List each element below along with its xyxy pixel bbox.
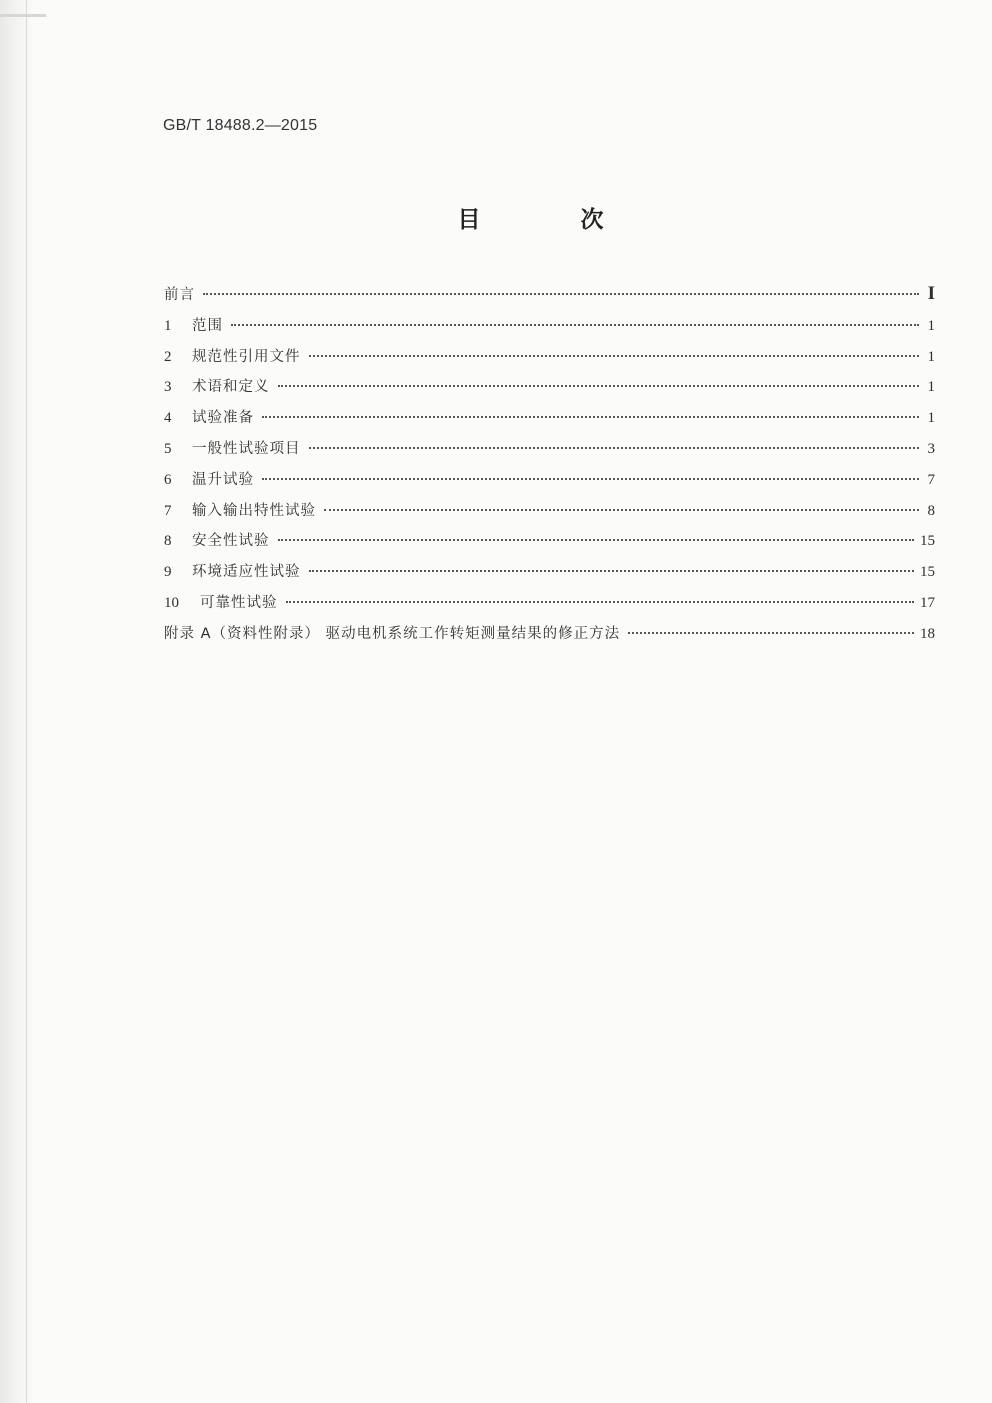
toc-entry-label: 输入输出特性试验 <box>192 502 316 519</box>
toc-entry-label: 一般性试验项目 <box>192 440 301 457</box>
dot-leader <box>278 539 915 541</box>
toc-entry-9[interactable] <box>164 560 935 591</box>
toc-entry-page: 15 <box>920 564 935 581</box>
toc-entry-10[interactable] <box>164 591 935 622</box>
toc-entry-page: 17 <box>920 594 935 611</box>
toc-entry-page: 8 <box>927 502 935 519</box>
toc-entry-number: 2 <box>164 348 172 365</box>
toc-entry-label: 安全性试验 <box>192 533 270 550</box>
toc-entry-number: 7 <box>164 502 172 519</box>
toc-entry-3[interactable] <box>164 375 935 406</box>
toc-entry-page: 15 <box>920 533 935 550</box>
toc-entry-2[interactable] <box>164 345 935 376</box>
toc-entry-number: 3 <box>164 379 172 396</box>
dot-leader <box>628 632 914 634</box>
standard-code: GB/T 18488.2—2015 <box>163 117 318 134</box>
toc-entry-number: 5 <box>164 440 172 457</box>
toc-entry-label: 可靠性试验 <box>200 594 278 611</box>
toc-entry-foreword[interactable] <box>164 283 935 314</box>
dot-leader <box>203 293 919 295</box>
toc-entry-label: 试验准备 <box>192 410 254 427</box>
toc-entry-label: 范围 <box>192 317 223 334</box>
toc-entry-number: 1 <box>164 317 172 334</box>
toc-entry-4[interactable] <box>164 406 935 437</box>
toc-entry-page: 1 <box>927 317 935 334</box>
toc-entry-page: 1 <box>927 348 935 365</box>
toc-entry-label: 术语和定义 <box>192 379 270 396</box>
toc-entry-page: 3 <box>927 440 935 457</box>
toc-entry-number: 4 <box>164 410 172 427</box>
toc-entry-label: 温升试验 <box>192 471 254 488</box>
toc-entry-page: 1 <box>927 410 935 427</box>
dot-leader <box>262 416 919 418</box>
toc-entry-1[interactable] <box>164 314 935 345</box>
toc-entry-label: 前言 <box>164 287 195 303</box>
toc-entry-page: 1 <box>927 379 935 396</box>
dot-leader <box>324 509 919 511</box>
toc-entry-annex-a[interactable] <box>164 622 935 653</box>
toc-entry-6[interactable] <box>164 468 935 499</box>
toc-entry-label: 规范性引用文件 <box>192 348 301 365</box>
toc-entry-page: 18 <box>920 625 935 642</box>
toc-entry-7[interactable] <box>164 499 935 530</box>
toc-entry-number: 6 <box>164 471 172 488</box>
toc-entry-page: 7 <box>927 471 935 488</box>
toc-entry-5[interactable] <box>164 437 935 468</box>
dot-leader <box>286 601 915 603</box>
dot-leader <box>262 478 919 480</box>
dot-leader <box>278 385 920 387</box>
dot-leader <box>231 324 919 326</box>
dot-leader <box>309 447 920 449</box>
toc-entry-number: 8 <box>164 533 172 550</box>
dot-leader <box>309 355 920 357</box>
toc-entry-number: 9 <box>164 564 172 581</box>
toc-entry-number: 10 <box>164 594 179 611</box>
scan-corner-mark <box>0 14 46 17</box>
toc-entry-8[interactable] <box>164 529 935 560</box>
toc-entry-label: 环境适应性试验 <box>192 564 301 581</box>
dot-leader <box>309 570 915 572</box>
page-title: 目 次 <box>457 207 650 233</box>
table-of-contents <box>164 283 935 653</box>
toc-entry-label: 附录 A（资料性附录） 驱动电机系统工作转矩测量结果的修正方法 <box>164 625 621 642</box>
toc-entry-page: I <box>927 283 935 304</box>
